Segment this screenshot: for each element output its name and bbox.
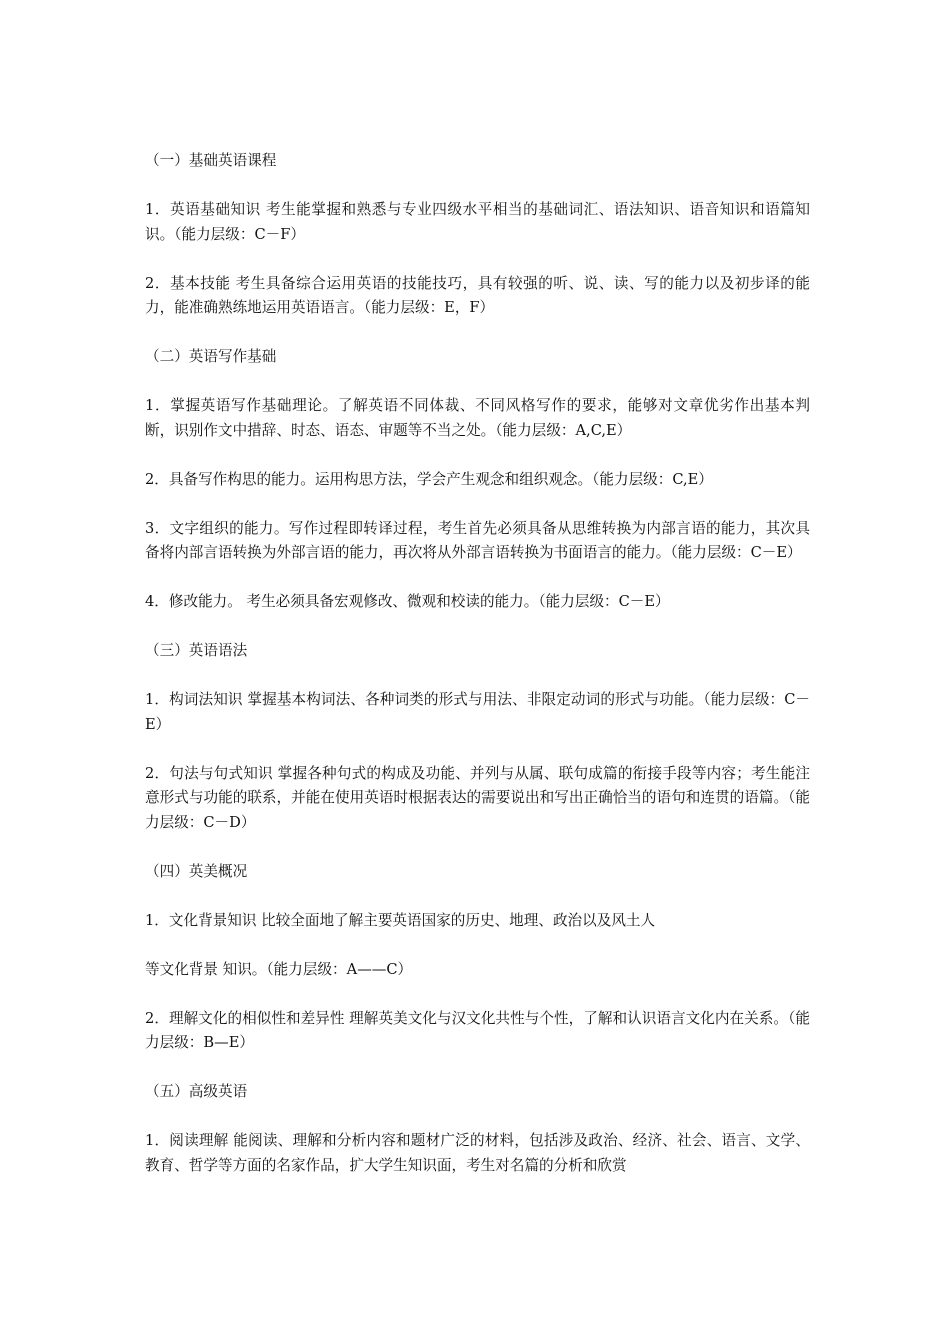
section-2-item-1: 1．掌握英语写作基础理论。了解英语不同体裁、不同风格写作的要求，能够对文章优劣作出基本判断，识别作文中措辞、时态、语态、审题等不当之处。（能力层级：A,C,E）	[145, 397, 810, 439]
section-2-item-2: 2．具备写作构思的能力。运用构思方法，学会产生观念和组织观念。（能力层级：C,E）	[145, 470, 713, 488]
section-2-item-4: 4．修改能力。 考生必须具备宏观修改、微观和校读的能力。（能力层级：C－E）	[145, 593, 670, 610]
section-heading-3: （三）英语语法	[145, 642, 248, 659]
section-1-item-1: 1．英语基础知识 考生能掌握和熟悉与专业四级水平相当的基础词汇、语法知识、语音知识和语篇知识。（能力层级：C－F）	[145, 201, 810, 243]
document-page	[145, 149, 810, 1203]
section-3-item-2: 2．句法与句式知识 掌握各种句式的构成及功能、并列与从属、联句成篇的衔接手段等内容；考生能注意形式与功能的联系，并能在使用英语时根据表达的需要说出和写出正确恰当的语句和连贯的语篇。（能力层级：C－D）	[145, 764, 810, 831]
section-heading-2: （二）英语写作基础	[145, 348, 277, 365]
section-4-item-1: 1．文化背景知识 比较全面地了解主要英语国家的历史、地理、政治以及风土人	[145, 911, 656, 929]
section-5-item-1: 1．阅读理解 能阅读、理解和分析内容和题材广泛的材料，包括涉及政治、经济、社会、语言、文学、教育、哲学等方面的名家作品，扩大学生知识面，考生对名篇的分析和欣赏	[145, 1132, 810, 1174]
section-1-item-2: 2．基本技能 考生具备综合运用英语的技能技巧，具有较强的听、说、读、写的能力以及初步译的能力，能准确熟练地运用英语语言。（能力层级：E，F）	[145, 274, 810, 316]
section-4-item-2: 2．理解文化的相似性和差异性 理解英美文化与汉文化共性与个性，了解和认识语言文化内在关系。（能力层级：B—E）	[145, 1009, 810, 1051]
section-3-item-1: 1．构词法知识 掌握基本构词法、各种词类的形式与用法、非限定动词的形式与功能。（能力层级：C－E）	[145, 691, 810, 733]
section-heading-1: （一）基础英语课程	[145, 152, 277, 169]
section-heading-4: （四）英美概况	[145, 862, 248, 880]
section-2-item-3: 3．文字组织的能力。写作过程即转译过程，考生首先必须具备从思维转换为内部言语的能力，其次具备将内部言语转换为外部言语的能力，再次将从外部言语转换为书面语言的能力。（能力层级：C－E）	[145, 519, 810, 561]
section-heading-5: （五）高级英语	[145, 1083, 248, 1100]
section-4-item-1-continued: 等文化背景 知识。（能力层级：A——C）	[145, 960, 413, 978]
